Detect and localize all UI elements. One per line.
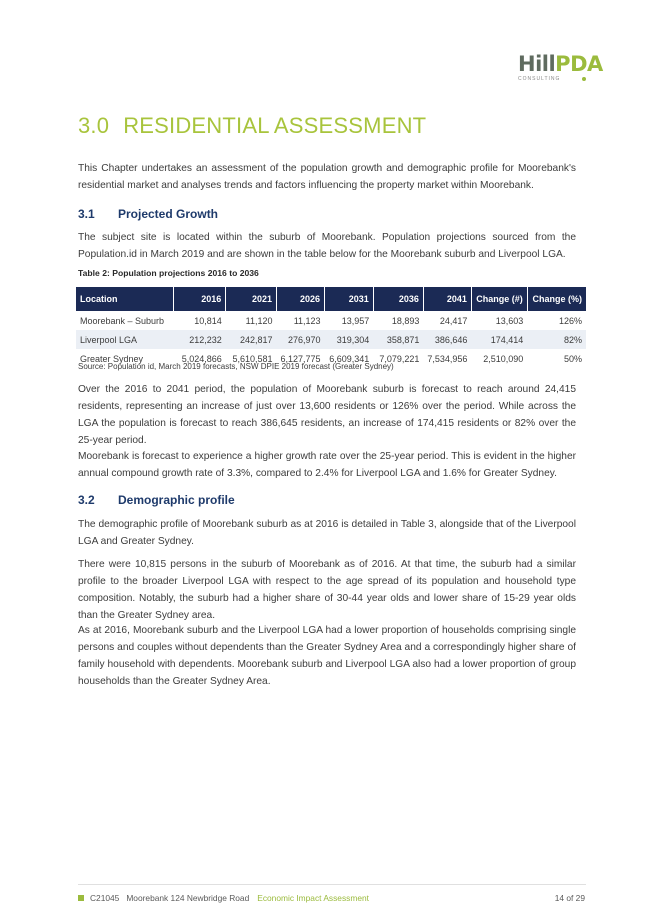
cell-value: 7,534,956: [427, 353, 468, 364]
cell-value: 276,970: [277, 330, 325, 349]
header-location: Location: [76, 287, 174, 311]
cell-value: 18,893: [391, 315, 420, 326]
logo-consulting: [518, 76, 608, 82]
cell-value: 7,079,221: [379, 353, 420, 364]
cell-value: 2,510,090: [483, 353, 524, 364]
table-header-row: [76, 287, 586, 311]
cell-value: 319,304: [325, 330, 374, 349]
cell-value: 358,871: [373, 330, 423, 349]
growth-summary-paragraph: Over the 2016 to 2041 period, the population of Moorebank suburb is forecast to reach around 24,415 residents, representing an increase of just over 13,600 residents or 126% over the period. While across the LGA the population is forecast to reach 386,645 residents, an increase of 174,415 residents or 82% over the 25-year period.: [78, 384, 576, 446]
header-2026: 2026: [277, 287, 325, 311]
cell-value: 82%: [527, 330, 586, 349]
cell-value: 11,123: [293, 315, 321, 326]
page-number: 14 of 29: [554, 893, 585, 903]
subsection-title: Projected Growth: [118, 207, 219, 221]
cell-value: 5,024,866: [181, 353, 222, 364]
subsection-projected-growth: [78, 207, 218, 221]
footer-square-icon: [78, 895, 84, 901]
cell-value: 212,232: [174, 330, 226, 349]
header-change-number: Change (#): [471, 287, 527, 311]
subsection-number: 3.1: [78, 207, 95, 221]
section-title: [78, 113, 426, 139]
cell-location: Greater Sydney: [80, 353, 144, 364]
cell-location: Liverpool LGA: [76, 330, 174, 349]
logo-wordmark: [518, 52, 608, 76]
cell-value: 5,610,581: [232, 353, 273, 364]
growth-rate-paragraph: Moorebank is forecast to experience a higher growth rate over the 25-year period. This is evident in the higher annual compound growth rate of 3.3%, compared to 2.4% for Liverpool LGA and 1.6% for Greater Sydney.: [78, 451, 576, 479]
section-title-text: RESIDENTIAL ASSESSMENT: [123, 113, 427, 138]
footer-code: C21045: [90, 893, 120, 903]
cell-value: 386,646: [423, 330, 471, 349]
cell-value: 126%: [558, 315, 582, 326]
header-2036: 2036: [373, 287, 423, 311]
logo-hill: Hill: [518, 52, 556, 76]
table-row: [76, 330, 586, 349]
subsection-number: 3.2: [78, 493, 95, 507]
footer: [78, 893, 369, 903]
header-2021: 2021: [226, 287, 277, 311]
projected-growth-paragraph: The subject site is located within the suburb of Moorebank. Population projections sourced from the Population.id in March 2019 and are shown in the table below for the Moorebank suburb and Liverpool LGA.: [78, 232, 576, 260]
cell-location: Moorebank – Suburb: [80, 315, 165, 326]
header-2041: 2041: [423, 287, 471, 311]
table-row: [76, 311, 586, 330]
cell-value: 6,609,341: [329, 353, 370, 364]
table-caption: Table 2: Population projections 2016 to 2036: [78, 268, 259, 278]
footer-divider: [78, 884, 586, 885]
cell-value: 11,120: [245, 315, 273, 326]
header-2016: 2016: [174, 287, 226, 311]
table-source: Source: Population id, March 2019 forecasts, NSW DPIE 2019 forecast (Greater Sydney): [78, 362, 394, 371]
header-2031: 2031: [325, 287, 374, 311]
cell-value: 13,957: [341, 315, 370, 326]
demographic-paragraph-1: The demographic profile of Moorebank suburb as at 2016 is detailed in Table 3, alongside that of the Liverpool LGA and Greater Sydney.: [78, 519, 576, 547]
header-change-percent: Change (%): [527, 287, 586, 311]
cell-value: 50%: [563, 353, 582, 364]
subsection-demographic-profile: [78, 493, 235, 507]
demographic-paragraph-3: As at 2016, Moorebank suburb and the Liverpool LGA had a lower proportion of households comprising single persons and couples without dependents than the Greater Sydney Area and a correspondingly higher share of family household with dependents. Moorebank suburb and Liverpool LGA also had a lower proportion of group households than the Greater Sydney Area.: [78, 625, 576, 687]
cell-value: 6,127,775: [280, 353, 321, 364]
footer-project: Economic Impact Assessment: [257, 893, 369, 903]
hillpda-logo: [518, 52, 608, 92]
logo-dot-icon: [582, 77, 586, 81]
demographic-paragraph-2: There were 10,815 persons in the suburb of Moorebank as of 2016. At that time, the suburb had a similar profile to the broader Liverpool LGA with respect to the age spread of its population and household type composition. Notably, the suburb had a higher share of 30-44 year olds and lower share of 15-29 year olds than the Greater Sydney area.: [78, 559, 576, 621]
cell-value: 13,603: [495, 315, 524, 326]
subsection-title: Demographic profile: [118, 493, 235, 507]
logo-consulting-text: CONSULTING: [518, 76, 561, 82]
cell-value: 174,414: [471, 330, 527, 349]
cell-value: 242,817: [226, 330, 277, 349]
logo-pda: PDA: [555, 52, 603, 76]
cell-value: 24,417: [439, 315, 468, 326]
cell-value: 10,814: [194, 315, 222, 326]
intro-paragraph: This Chapter undertakes an assessment of the population growth and demographic profile for Moorebank's residential market and analyses trends and factors influencing the property market within Moorebank.: [78, 163, 576, 191]
footer-address: Moorebank 124 Newbridge Road: [126, 893, 250, 903]
section-number: 3.0: [78, 113, 110, 138]
population-table: [76, 287, 586, 368]
